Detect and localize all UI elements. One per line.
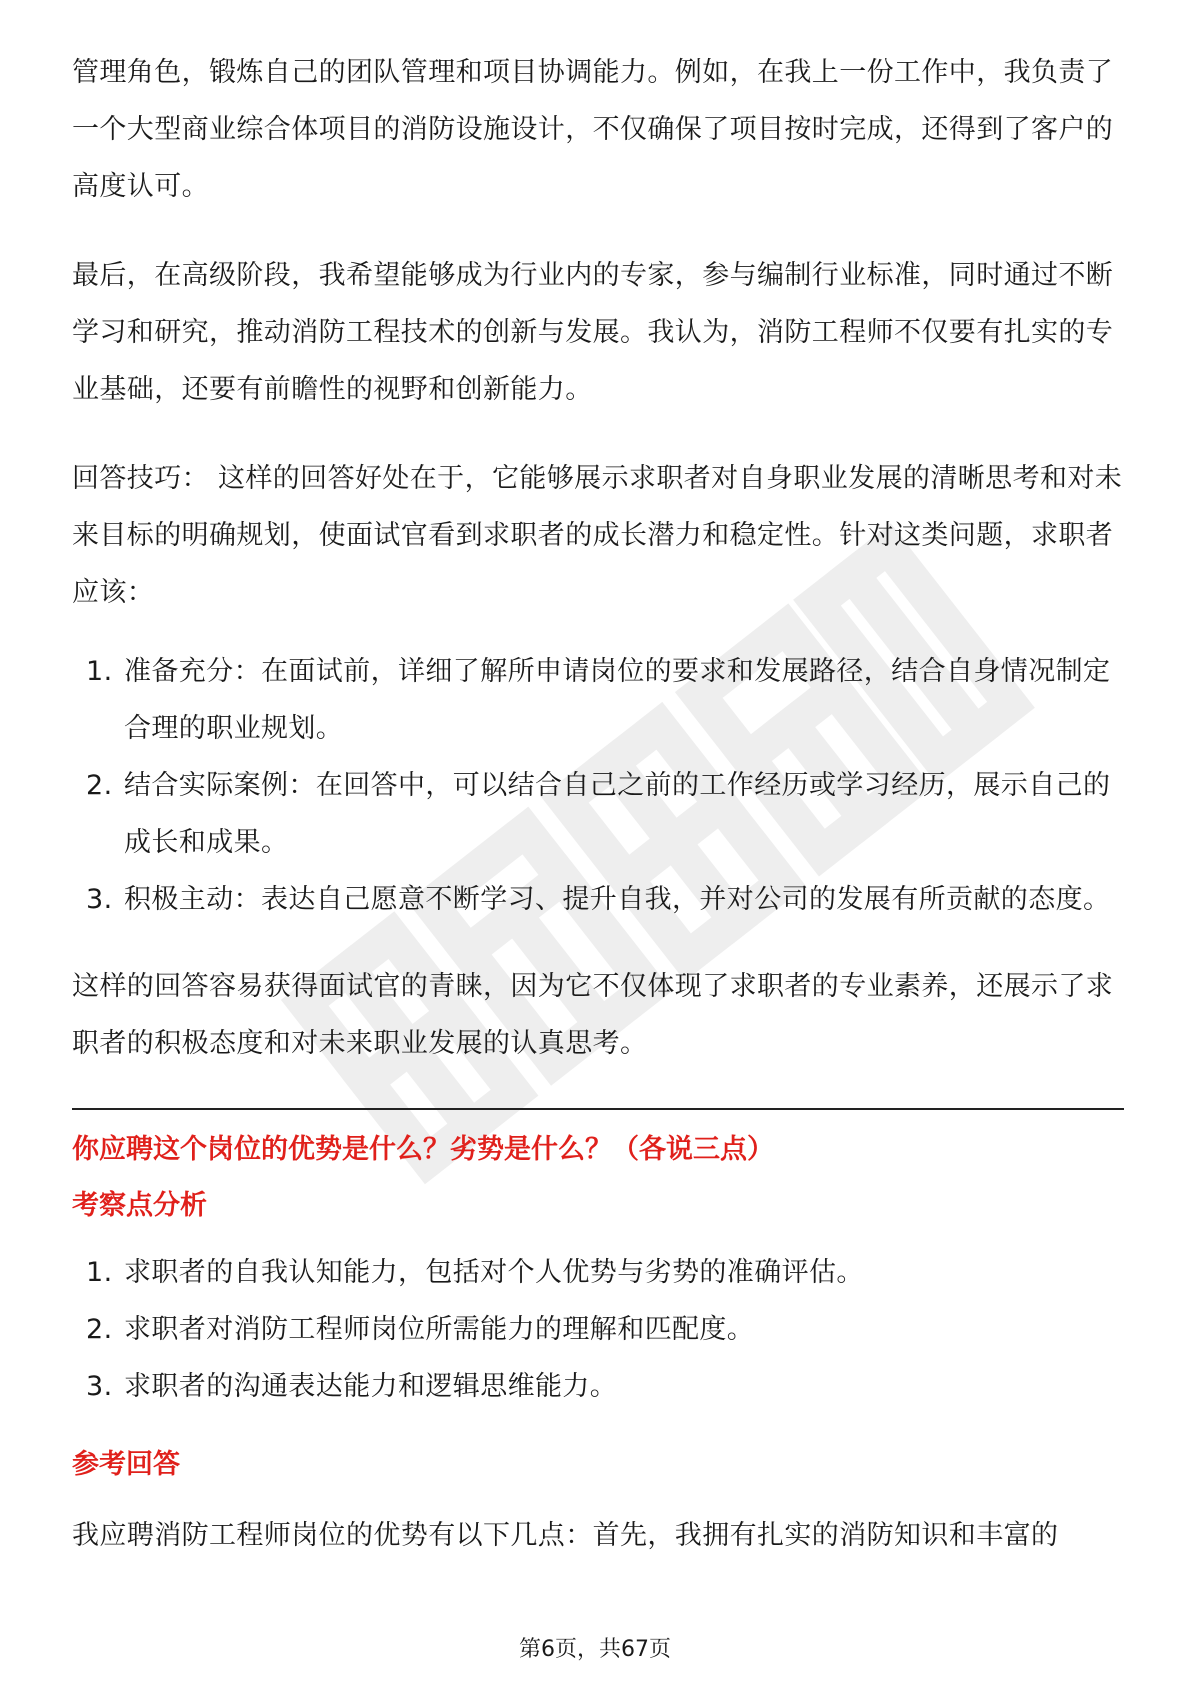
analysis-list <box>72 1244 1124 1415</box>
list-item-text: 准备充分：在面试前，详细了解所申请岗位的要求和发展路径，结合自身情况制定合理的职业规划。 <box>124 656 1111 744</box>
paragraph-answer-tips: 回答技巧： 这样的回答好处在于，它能够展示求职者对自身职业发展的清晰思考和对未来目标的明确规划，使面试官看到求职者的成长潜力和稳定性。针对这类问题，求职者应该： <box>72 463 1123 608</box>
page-number-label: 第6页，共67页 <box>513 1637 677 1662</box>
paragraph-career-mid-stage: 管理角色，锻炼自己的团队管理和项目协调能力。例如，在我上一份工作中，我负责了一个大型商业综合体项目的消防设施设计，不仅确保了项目按时完成，还得到了客户的高度认可。 <box>72 57 1114 202</box>
list-item-text: 结合实际案例：在回答中，可以结合自己之前的工作经历或学习经历，展示自己的成长和成果。 <box>124 770 1111 858</box>
page-footer <box>0 1632 1190 1668</box>
list-item-number: 2. <box>86 1314 113 1345</box>
list-item-number: 2. <box>86 770 113 801</box>
list-item-text: 求职者对消防工程师岗位所需能力的理解和匹配度。 <box>124 1314 755 1345</box>
list-item-text: 求职者的沟通表达能力和逻辑思维能力。 <box>124 1371 618 1402</box>
paragraph-career-senior-stage: 最后，在高级阶段，我希望能够成为行业内的专家，参与编制行业标准，同时通过不断学习和研究，推动消防工程技术的创新与发展。我认为，消防工程师不仅要有扎实的专业基础，还要有前瞻性的视野和创新能力。 <box>72 260 1114 405</box>
list-item-number: 3. <box>86 884 113 915</box>
section-divider <box>72 1108 1124 1110</box>
list-item <box>72 1301 1124 1358</box>
list-item-number: 3. <box>86 1371 113 1402</box>
answer-first-line <box>72 1507 1124 1551</box>
answer-heading: 参考回答 <box>72 1449 180 1480</box>
list-item <box>72 1358 1124 1415</box>
answer-first-line-text: 我应聘消防工程师岗位的优势有以下几点：首先，我拥有扎实的消防知识和丰富的 <box>72 1520 1059 1551</box>
main-content <box>72 44 1124 1551</box>
tips-list <box>72 643 1124 928</box>
list-item-number: 1. <box>86 1257 113 1288</box>
list-item <box>72 643 1124 757</box>
list-item-text: 积极主动：表达自己愿意不断学习、提升自我，并对公司的发展有所贡献的态度。 <box>124 884 1111 915</box>
analysis-heading: 考察点分析 <box>72 1190 207 1221</box>
question-title: 你应聘这个岗位的优势是什么？劣势是什么？（各说三点） <box>72 1134 774 1165</box>
list-item <box>72 1244 1124 1301</box>
paragraph-closing: 这样的回答容易获得面试官的青睐，因为它不仅体现了求职者的专业素养，还展示了求职者的积极态度和对未来职业发展的认真思考。 <box>72 971 1114 1059</box>
list-item <box>72 757 1124 871</box>
list-item <box>72 871 1124 928</box>
list-item-text: 求职者的自我认知能力，包括对个人优势与劣势的准确评估。 <box>124 1257 864 1288</box>
list-item-number: 1. <box>86 656 113 687</box>
